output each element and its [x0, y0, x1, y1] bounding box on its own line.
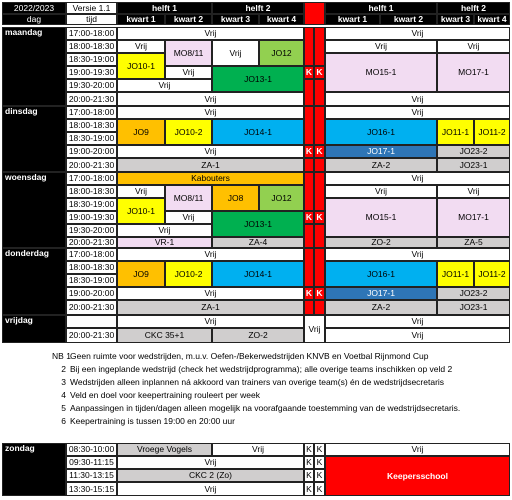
keepersschool-block: Keepersschool	[325, 456, 510, 496]
keeper-slot	[314, 27, 325, 66]
time-slot: 08:30-10:00	[66, 443, 117, 456]
keeper-slot	[314, 224, 325, 248]
slot-vrij: Vrij	[117, 145, 304, 158]
note-3: Wedstrijden alleen inplannen ná akkoord van trainers van overige team(s) én de wedstrijdsecretaris	[70, 377, 445, 387]
slot-vrij: Vrij	[117, 106, 304, 119]
note-number: 3	[61, 377, 66, 387]
keeper-slot: K	[314, 482, 325, 496]
team-jo11-2: JO11-2	[474, 119, 510, 145]
keeper-slot: K	[314, 145, 325, 158]
note-number: 5	[61, 403, 66, 413]
keeper-slot	[304, 158, 314, 172]
slot-vrij: Vrij	[325, 185, 437, 198]
keeper-column-header	[304, 2, 325, 25]
team-jo11-1: JO11-1	[437, 261, 474, 287]
team-mo17-1: MO17-1	[437, 198, 510, 237]
note-number: 6	[61, 416, 66, 426]
time-slot: 17:00-18:00	[66, 172, 117, 185]
team-mo15-1: MO15-1	[325, 198, 437, 237]
slot-vrij: Vrij	[117, 92, 304, 106]
team-jo9: JO9	[117, 261, 165, 287]
keeper-slot	[304, 27, 314, 66]
note-4: Veld en doel voor keepertraining rouleert per week	[70, 390, 260, 400]
slot-vrij: Vrij	[117, 287, 304, 300]
team-jo13-1: JO13-1	[212, 66, 304, 92]
time-slot: 18:00-18:30	[66, 185, 117, 198]
note-number: 1	[66, 351, 71, 361]
slot-vrij: Vrij	[325, 27, 510, 40]
time-slot: 13:30-15:15	[66, 482, 117, 496]
day-column-header: dag	[2, 14, 66, 25]
team-jo12: JO12	[259, 185, 304, 211]
time-slot: 19:30-20:00	[66, 79, 117, 92]
time-slot: 09:30-11:15	[66, 456, 117, 469]
keeper-slot	[304, 300, 314, 315]
team-jo16-1: JO16-1	[325, 261, 437, 287]
time-slot: 20:00-21:30	[66, 158, 117, 172]
slot-vrij: Vrij	[325, 92, 510, 106]
time-slot: 20:00-21:30	[66, 237, 117, 248]
team-jo10-1: JO10-1	[117, 198, 165, 224]
day-label-dinsdag: dinsdag	[2, 106, 66, 172]
kwart-header: kwart 4	[259, 14, 304, 25]
keeper-slot	[304, 172, 314, 211]
team-jo16-1: JO16-1	[325, 119, 437, 145]
time-slot: 19:00-20:00	[66, 287, 117, 300]
slot-vrij: Vrij	[212, 40, 259, 66]
kwart-header: kwart 2	[380, 14, 437, 25]
keeper-slot: K	[314, 456, 325, 469]
note-5: Aanpassingen in tijden/dagen alleen mogelijk na voorafgaande toestemming van de wedstrijdsecretaris.	[70, 403, 461, 413]
kwart-header: kwart 1	[325, 14, 380, 25]
keeper-slot: K	[305, 146, 313, 157]
keeper-slot	[314, 79, 325, 106]
keeper-slot	[314, 172, 325, 211]
slot-vrij: Vrij	[325, 172, 510, 185]
slot-vrij: Vrij	[325, 328, 510, 343]
keeper-slot	[304, 79, 314, 106]
time-slot: 19:00-19:30	[66, 211, 117, 224]
time-slot: 18:00-18:30	[66, 119, 117, 132]
team-jo10-2: JO10-2	[165, 261, 212, 287]
keeper-slot: K	[304, 482, 314, 496]
time-slot: 17:00-18:00	[66, 27, 117, 40]
team-zo-2: ZO-2	[212, 328, 304, 343]
keeper-slot: K	[305, 67, 313, 78]
time-slot: 19:00-20:00	[66, 145, 117, 158]
keeper-slot: K	[304, 443, 314, 456]
field1-half2-header: helft 2	[212, 2, 304, 14]
field2-half1-header: helft 1	[325, 2, 437, 14]
keeper-slot	[304, 248, 314, 287]
time-slot: 11:30-13:15	[66, 469, 117, 482]
team-za-1: ZA-1	[117, 158, 304, 172]
keeper-slot: K	[314, 469, 325, 482]
keeper-slot: K	[314, 287, 325, 300]
team-ckc-2: CKC 2 (Zo)	[117, 469, 304, 482]
note-number: 2	[61, 364, 66, 374]
kwart-header: kwart 4	[474, 14, 510, 25]
season-label: 2022/2023	[2, 2, 66, 14]
team-jo14-1: JO14-1	[212, 261, 304, 287]
time-slot	[66, 315, 117, 328]
keeper-slot: K	[305, 212, 313, 223]
keeper-slot: K	[314, 211, 325, 224]
time-slot: 18:00-18:30	[66, 261, 117, 274]
keeper-slot	[314, 158, 325, 172]
slot-vrij: Vrij	[117, 79, 212, 92]
time-column-header: tijd	[66, 14, 117, 25]
note-1: Geen ruimte voor wedstrijden, m.u.v. Oefen-/Bekerwedstrijden KNVB en Voetbal Rijnmond Cup	[70, 351, 429, 361]
slot-vrij: Vrij	[117, 27, 304, 40]
slot-vrij: Vrij	[325, 106, 510, 119]
keeper-slot	[304, 106, 314, 145]
slot-vrij: Vrij	[117, 315, 304, 328]
time-slot: 18:30-19:00	[66, 53, 117, 66]
slot-vrij: Vrij	[165, 211, 212, 224]
slot-vrij: Vrij	[437, 40, 510, 53]
team-vroege-vogels: Vroege Vogels	[117, 443, 212, 456]
time-slot: 20:00-21:30	[66, 300, 117, 315]
day-label-zondag: zondag	[2, 443, 66, 496]
time-slot: 20:00-21:30	[66, 92, 117, 106]
note-6: Keepertraining is tussen 19:00 en 20:00 uur	[70, 416, 235, 426]
team-jo23-1: JO23-1	[437, 300, 510, 315]
note-nb	[52, 352, 71, 361]
slot-vrij: Vrij	[212, 443, 304, 456]
time-slot: 17:00-18:00	[66, 248, 117, 261]
version-label: Versie 1.1	[66, 2, 117, 14]
keeper-slot: K	[304, 456, 314, 469]
day-label-maandag: maandag	[2, 27, 66, 106]
day-label-vrijdag: vrijdag	[2, 315, 66, 343]
team-jo11-2: JO11-2	[474, 261, 510, 287]
slot-vrij: Vrij	[117, 185, 165, 198]
time-slot: 19:00-19:30	[66, 66, 117, 79]
team-jo23-2: JO23-2	[437, 145, 510, 158]
kwart-header: kwart 1	[117, 14, 165, 25]
note-number: 4	[61, 390, 66, 400]
field2-half2-header: helft 2	[437, 2, 510, 14]
team-jo10-2: JO10-2	[165, 119, 212, 145]
team-mo17-1: MO17-1	[437, 53, 510, 92]
time-slot: 18:30-19:00	[66, 198, 117, 211]
keeper-slot: K	[304, 469, 314, 482]
team-jo13-1: JO13-1	[212, 211, 304, 237]
team-jo17-1: JO17-1	[325, 287, 437, 300]
slot-vrij: Vrij	[117, 248, 304, 261]
team-jo17-1: JO17-1	[325, 145, 437, 158]
slot-vrij: Vrij	[304, 315, 325, 343]
team-jo23-2: JO23-2	[437, 287, 510, 300]
slot-vrij: Vrij	[325, 248, 510, 261]
team-za-2: ZA-2	[325, 300, 437, 315]
team-zo-2: ZO-2	[325, 237, 437, 248]
day-label-woensdag: woensdag	[2, 172, 66, 248]
team-ckc-35-1: CKC 35+1	[117, 328, 212, 343]
team-vr-1: VR-1	[117, 237, 212, 248]
slot-vrij: Vrij	[165, 66, 212, 79]
team-kabouters: Kabouters	[117, 172, 304, 185]
kwart-header: kwart 2	[165, 14, 212, 25]
kwart-header: kwart 3	[212, 14, 259, 25]
team-jo11-1: JO11-1	[437, 119, 474, 145]
team-za-2: ZA-2	[325, 158, 437, 172]
time-slot: 18:30-19:00	[66, 274, 117, 287]
time-slot: 18:00-18:30	[66, 40, 117, 53]
note-2: Bij een ingeplande wedstrijd (check het wedstrijdprogramma); alle overige teams inschikken op veld 2	[70, 364, 453, 374]
keeper-slot: K	[305, 288, 313, 299]
team-za-1: ZA-1	[117, 300, 304, 315]
slot-vrij: Vrij	[117, 482, 304, 496]
kwart-header: kwart 3	[437, 14, 474, 25]
team-jo8: JO8	[212, 185, 259, 211]
field1-half1-header: helft 1	[117, 2, 212, 14]
team-jo10-1: JO10-1	[117, 53, 165, 79]
time-slot: 20:00-21:30	[66, 328, 117, 343]
team-jo23-1: JO23-1	[437, 158, 510, 172]
team-za-4: ZA-4	[212, 237, 304, 248]
slot-vrij: Vrij	[117, 224, 212, 237]
keeper-slot	[314, 300, 325, 315]
keeper-slot	[314, 106, 325, 145]
time-slot: 19:30-20:00	[66, 224, 117, 237]
team-mo15-1: MO15-1	[325, 53, 437, 92]
keeper-slot: K	[314, 443, 325, 456]
slot-vrij: Vrij	[117, 456, 304, 469]
slot-vrij: Vrij	[117, 40, 165, 53]
note-nb-label: NB	[52, 351, 64, 361]
time-slot: 17:00-18:00	[66, 106, 117, 119]
keeper-slot: K	[314, 66, 325, 79]
team-jo14-1: JO14-1	[212, 119, 304, 145]
team-za-5: ZA-5	[437, 237, 510, 248]
day-label-donderdag: donderdag	[2, 248, 66, 315]
slot-vrij: Vrij	[325, 40, 437, 53]
keeper-slot	[314, 248, 325, 287]
team-jo12: JO12	[259, 40, 304, 66]
team-mo8-11: MO8/11	[165, 40, 212, 66]
keeper-slot	[304, 224, 314, 248]
team-jo9: JO9	[117, 119, 165, 145]
time-slot: 18:30-19:00	[66, 132, 117, 145]
slot-vrij: Vrij	[437, 185, 510, 198]
slot-vrij: Vrij	[325, 443, 510, 456]
slot-vrij: Vrij	[325, 315, 510, 328]
team-mo8-11: MO8/11	[165, 185, 212, 211]
